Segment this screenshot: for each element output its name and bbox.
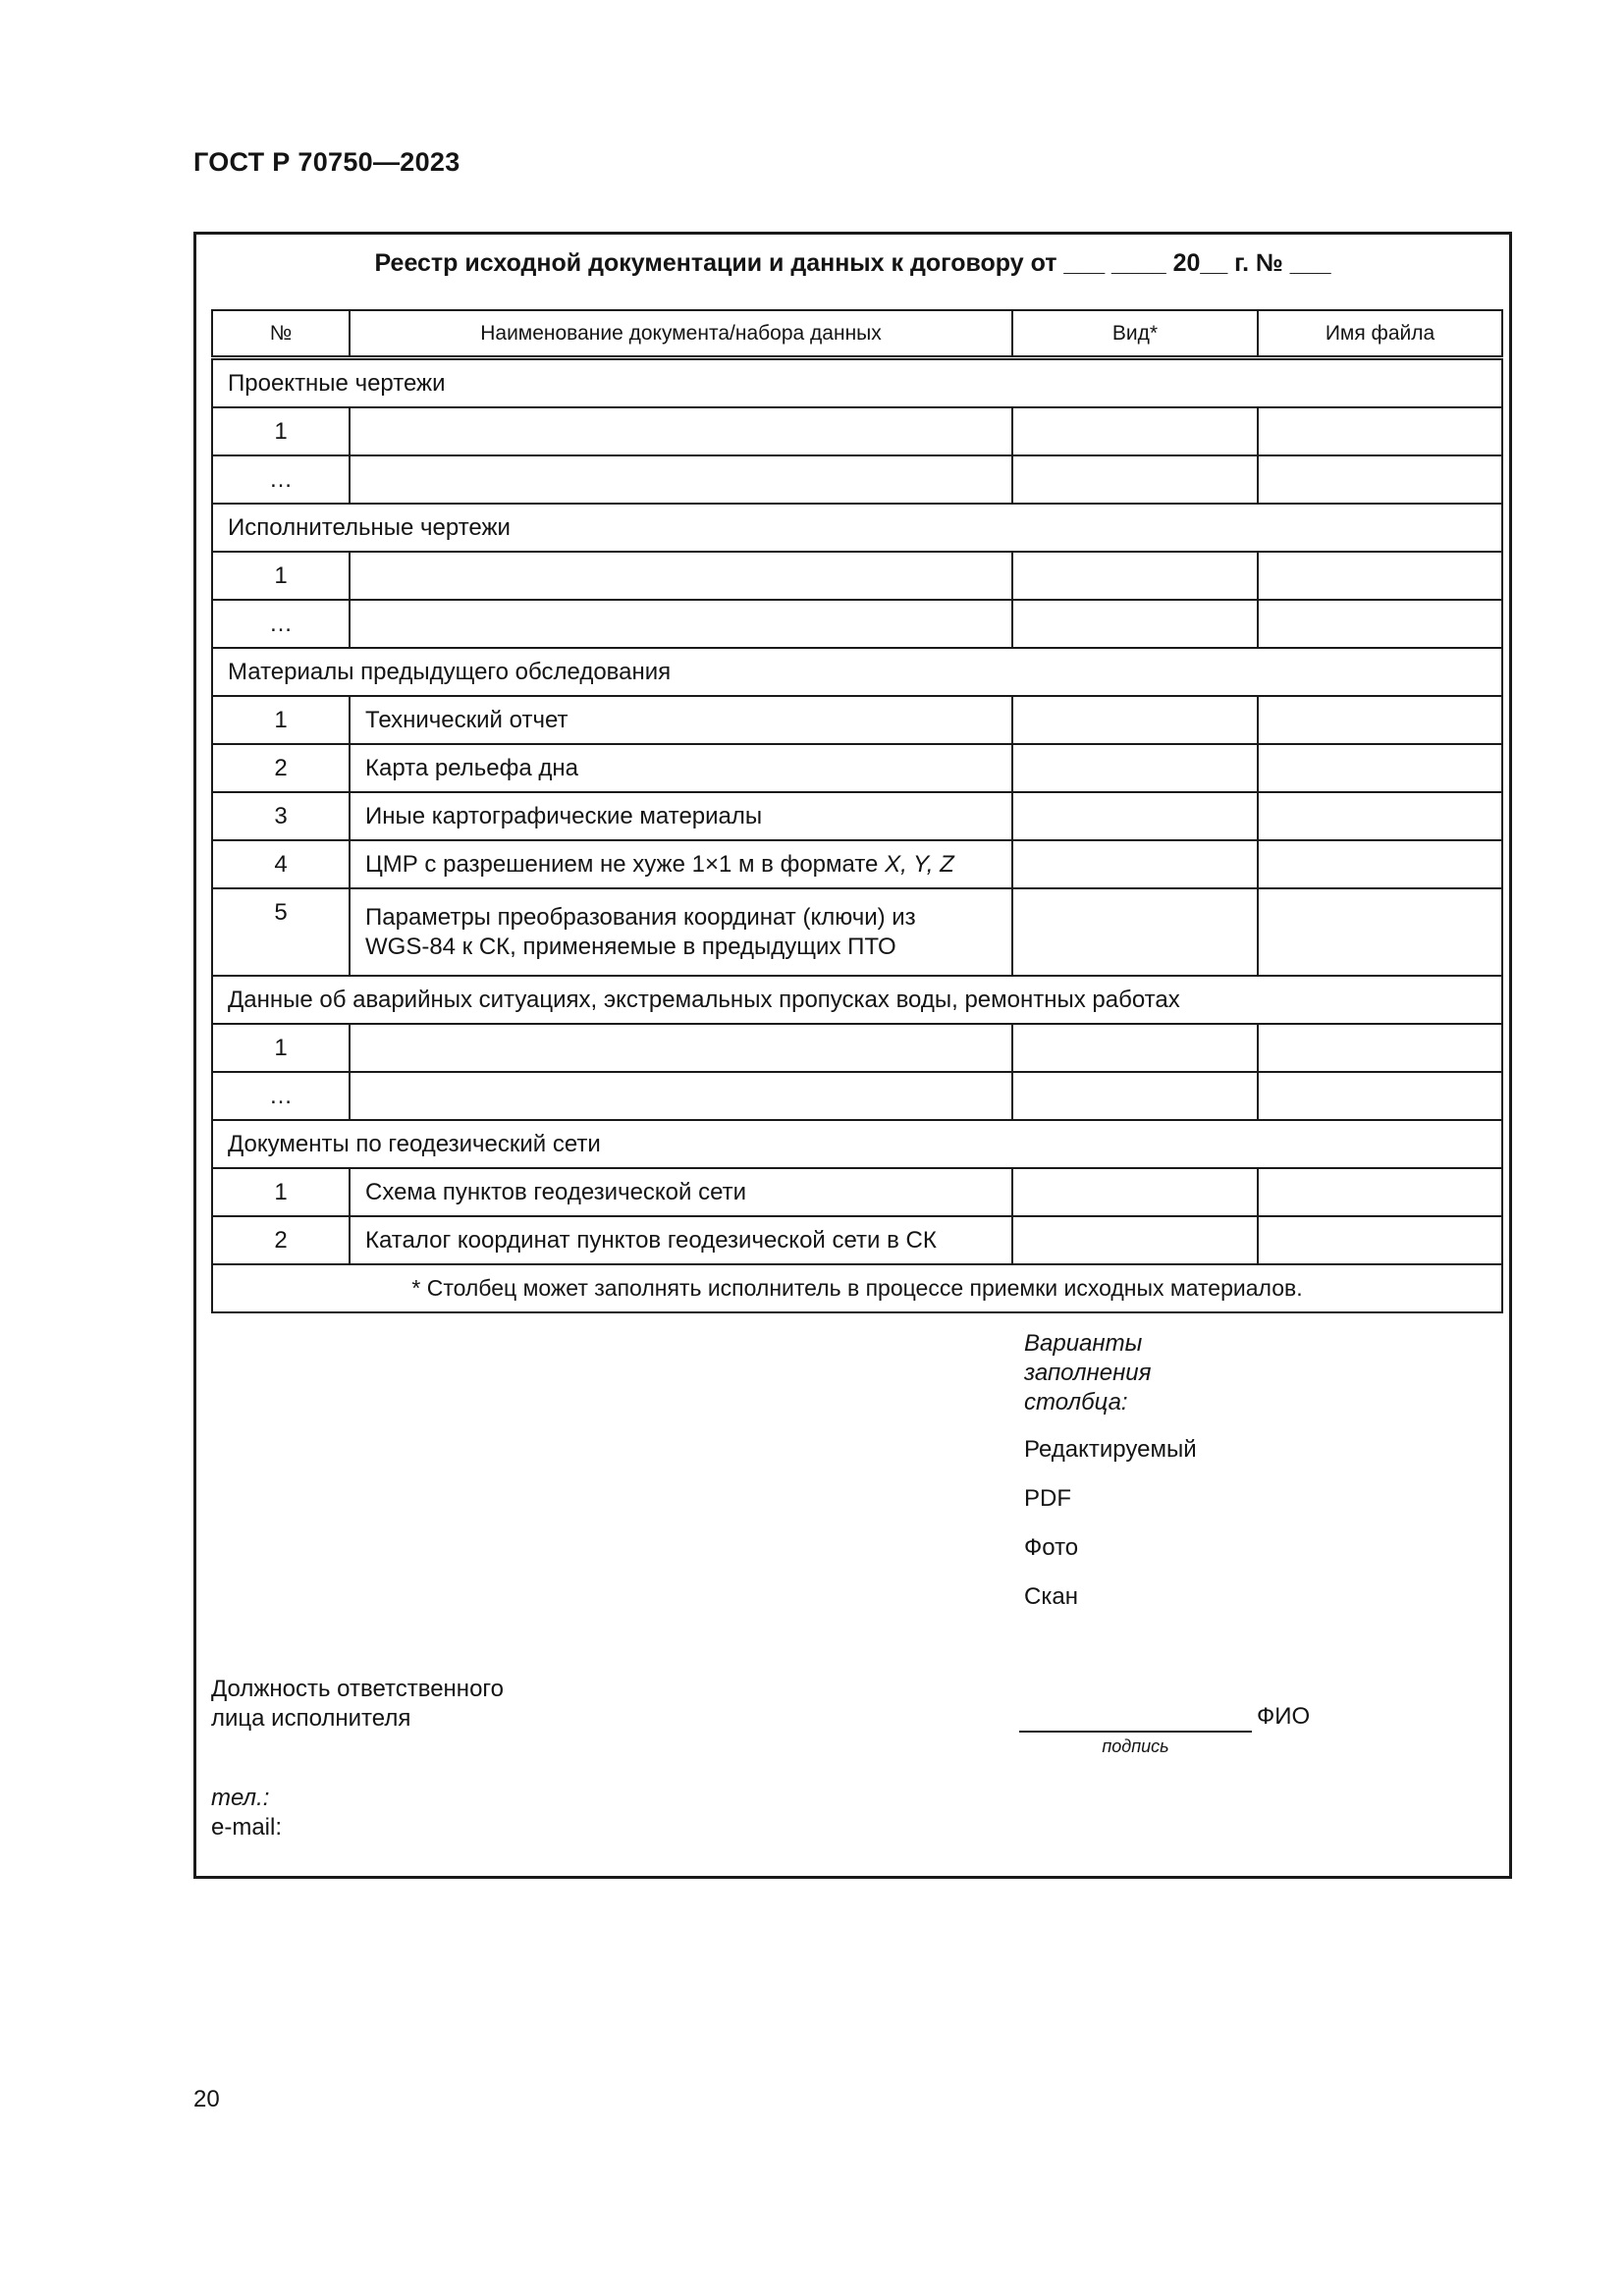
- table-row: [212, 744, 1502, 792]
- row-name: [350, 407, 1012, 455]
- table-header-row: [212, 310, 1502, 358]
- row-name: Карта рельефа дна: [350, 744, 1012, 792]
- section-row: [212, 504, 1502, 552]
- form-title: Реестр исходной документации и данных к договору от ___ ____ 20__ г. № ___: [374, 249, 1331, 277]
- row-name-line2: WGS-84 к СК, применяемые в предыдущих ПТО: [365, 933, 896, 960]
- row-kind-cell: [1012, 1024, 1258, 1072]
- row-file-cell: [1258, 696, 1502, 744]
- responsible-position: [211, 1675, 604, 1734]
- row-kind-cell: [1012, 1072, 1258, 1120]
- row-name: [350, 1024, 1012, 1072]
- row-num: 5: [212, 888, 350, 976]
- variants-heading-line: заполнения: [1024, 1360, 1152, 1386]
- phone-label: тел.:: [211, 1785, 270, 1811]
- variant-item: Фото: [1024, 1534, 1079, 1561]
- row-num: 2: [212, 1216, 350, 1264]
- row-kind-cell: [1012, 840, 1258, 888]
- position-line: лица исполнителя: [211, 1705, 411, 1732]
- row-name: Схема пунктов геодезической сети: [350, 1168, 1012, 1216]
- row-name-italic: X, Y, Z: [885, 850, 954, 878]
- section-title: Исполнительные чертежи: [212, 504, 1502, 552]
- row-num: 3: [212, 792, 350, 840]
- row-name: Технический отчет: [350, 696, 1012, 744]
- section-title: Данные об аварийных ситуациях, экстремальных пропусках воды, ремонтных работах: [212, 976, 1502, 1024]
- row-num: 1: [212, 552, 350, 600]
- email-label: e-mail:: [211, 1814, 283, 1841]
- column-header-file: Имя файла: [1258, 310, 1502, 358]
- row-kind-cell: [1012, 455, 1258, 504]
- standard-header: ГОСТ Р 70750—2023: [193, 147, 460, 177]
- row-name: [350, 455, 1012, 504]
- table-row: [212, 1216, 1502, 1264]
- row-num: 4: [212, 840, 350, 888]
- table-row: [212, 600, 1502, 648]
- row-kind-cell: [1012, 696, 1258, 744]
- row-name: [350, 600, 1012, 648]
- table-row: [212, 407, 1502, 455]
- row-num: 1: [212, 696, 350, 744]
- form-frame: [193, 232, 1512, 1879]
- row-name: [350, 840, 1012, 888]
- table-row: [212, 1024, 1502, 1072]
- table-row: [212, 1168, 1502, 1216]
- row-name-line1: Параметры преобразования координат (ключи) из: [365, 903, 916, 931]
- row-file-cell: [1258, 1216, 1502, 1264]
- row-num: …: [212, 1072, 350, 1120]
- fio-label: ФИО: [1257, 1703, 1311, 1730]
- row-file-cell: [1258, 1168, 1502, 1216]
- row-file-cell: [1258, 792, 1502, 840]
- row-kind-cell: [1012, 1168, 1258, 1216]
- table-row: [212, 696, 1502, 744]
- row-file-cell: [1258, 407, 1502, 455]
- row-name-text: ЦМР с разрешением не хуже 1×1 м в формате: [365, 850, 879, 878]
- table-row: [212, 792, 1502, 840]
- row-num: 2: [212, 744, 350, 792]
- row-name: Иные картографические материалы: [350, 792, 1012, 840]
- row-file-cell: [1258, 840, 1502, 888]
- fill-variants: [1024, 1329, 1319, 1631]
- row-kind-cell: [1012, 792, 1258, 840]
- row-file-cell: [1258, 1024, 1502, 1072]
- row-file-cell: [1258, 552, 1502, 600]
- section-row: [212, 648, 1502, 696]
- signature-caption: подпись: [1102, 1736, 1169, 1756]
- row-kind-cell: [1012, 1216, 1258, 1264]
- registry-table: [211, 309, 1503, 1313]
- table-row: [212, 1072, 1502, 1120]
- row-name: [350, 888, 1012, 976]
- row-num: 1: [212, 1168, 350, 1216]
- signature-line: [1019, 1731, 1252, 1733]
- row-kind-cell: [1012, 744, 1258, 792]
- variants-heading-line: столбца:: [1024, 1389, 1128, 1415]
- row-kind-cell: [1012, 552, 1258, 600]
- section-title: Материалы предыдущего обследования: [212, 648, 1502, 696]
- row-file-cell: [1258, 744, 1502, 792]
- section-row: [212, 358, 1502, 408]
- row-kind-cell: [1012, 888, 1258, 976]
- row-name: [350, 552, 1012, 600]
- row-num: 1: [212, 407, 350, 455]
- footnote-row: [212, 1264, 1502, 1312]
- row-name: [350, 1072, 1012, 1120]
- row-num: 1: [212, 1024, 350, 1072]
- table-footnote: * Столбец может заполнять исполнитель в процессе приемки исходных материалов.: [212, 1264, 1502, 1312]
- column-header-name: Наименование документа/набора данных: [350, 310, 1012, 358]
- row-kind-cell: [1012, 407, 1258, 455]
- section-title: Проектные чертежи: [212, 358, 1502, 408]
- contacts: [211, 1784, 282, 1842]
- column-header-num: №: [212, 310, 350, 358]
- row-num: …: [212, 600, 350, 648]
- variant-item: Редактируемый: [1024, 1436, 1197, 1463]
- table-row: [212, 888, 1502, 976]
- variant-item: Скан: [1024, 1583, 1078, 1610]
- row-file-cell: [1258, 600, 1502, 648]
- section-row: [212, 976, 1502, 1024]
- row-num: …: [212, 455, 350, 504]
- variants-heading: [1024, 1329, 1319, 1417]
- page-number: 20: [193, 2086, 220, 2112]
- row-file-cell: [1258, 1072, 1502, 1120]
- variant-item: PDF: [1024, 1485, 1071, 1512]
- table-row: [212, 455, 1502, 504]
- table-row: [212, 552, 1502, 600]
- position-line: Должность ответственного: [211, 1676, 504, 1702]
- section-row: [212, 1120, 1502, 1168]
- section-title: Документы по геодезический сети: [212, 1120, 1502, 1168]
- row-name: Каталог координат пунктов геодезической сети в СК: [350, 1216, 1012, 1264]
- table-row: [212, 840, 1502, 888]
- row-kind-cell: [1012, 600, 1258, 648]
- row-file-cell: [1258, 455, 1502, 504]
- row-file-cell: [1258, 888, 1502, 976]
- column-header-kind: Вид*: [1012, 310, 1258, 358]
- variants-heading-line: Варианты: [1024, 1330, 1143, 1357]
